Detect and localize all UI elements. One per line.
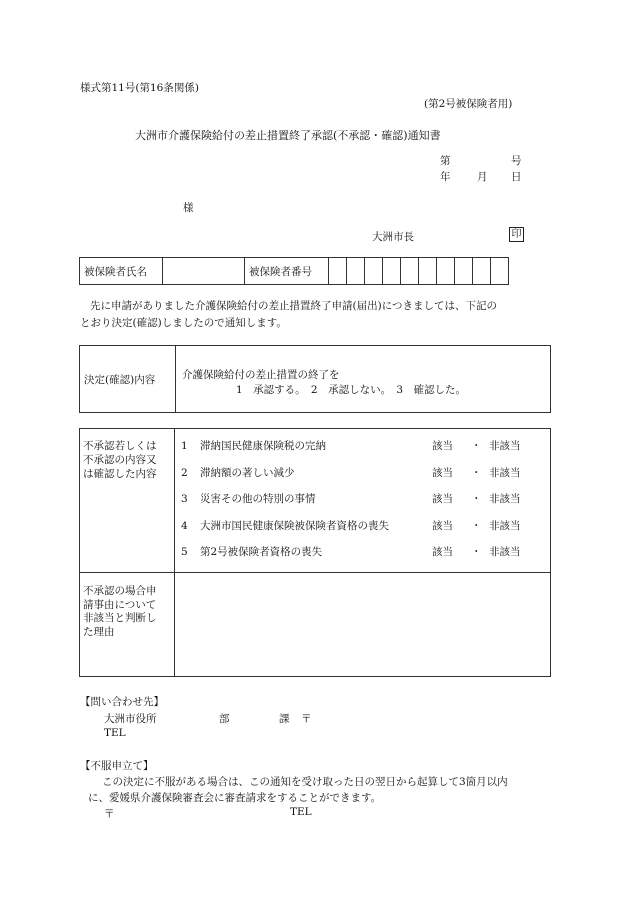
insured-table (79, 257, 509, 285)
reason-item: 5 第2号被保険者資格の喪失 該当 ・ 非該当 (175, 539, 550, 566)
applicable-option[interactable]: 該当 (432, 493, 453, 505)
insured-number-digit[interactable] (383, 258, 401, 285)
reason-item: 1 滞納国民健康保険税の完納 該当 ・ 非該当 (175, 433, 550, 460)
document-title: 大洲市介護保険給付の差止措置終了承認(不承認・確認)通知書 (135, 129, 441, 142)
insured-number-digit[interactable] (365, 258, 383, 285)
insured-number-digit[interactable] (473, 258, 491, 285)
decision-content (176, 346, 551, 413)
contact-department: 部 (219, 713, 230, 725)
reason-item: 2 滞納額の著しい減少 該当 ・ 非該当 (175, 460, 550, 487)
appeal-line-2: に、愛媛県介護保険審査会に審査請求をすることができます。 (88, 792, 382, 804)
not-applicable-option[interactable]: 非該当 (489, 546, 521, 558)
intro-line-1: 先に申請がありました介護保険給付の差止措置終了申請(届出)につきましては、下記の (90, 300, 497, 312)
appeal-tel: TEL (290, 806, 312, 818)
seal-mark: 印 (509, 227, 524, 242)
contact-tel: TEL (104, 727, 126, 739)
date-year: 年 (440, 171, 451, 183)
date-day: 日 (511, 171, 522, 183)
reject-reason-label: 不承認の場合申 請事由について 非該当と判断し た理由 (80, 573, 175, 677)
insured-name-label: 被保険者氏名 (80, 258, 163, 285)
decision-text: 介護保険給付の差止措置の終了を (182, 369, 340, 381)
reason-item: 4 大洲市国民健康保険被保険者資格の喪失 該当 ・ 非該当 (175, 513, 550, 540)
number-dai: 第 (440, 155, 451, 167)
insured-number-digit[interactable] (347, 258, 365, 285)
insured-number-digit[interactable] (419, 258, 437, 285)
reason-item: 3 災害その他の特別の事情 該当 ・ 非該当 (175, 486, 550, 513)
addressee-sama: 様 (183, 202, 194, 214)
for-whom-label: (第2号被保険者用) (424, 98, 513, 110)
insured-number-digit[interactable] (437, 258, 455, 285)
insured-number-digit[interactable] (491, 258, 509, 285)
insured-number-digit[interactable] (455, 258, 473, 285)
not-applicable-option[interactable]: 非該当 (489, 519, 521, 532)
insured-number-digit[interactable] (329, 258, 347, 285)
reasons-label: 不承認若しくは 不承認の内容又 は確認した内容 (80, 429, 175, 573)
insured-number-digit[interactable] (401, 258, 419, 285)
decision-label: 決定(確認)内容 (80, 346, 176, 413)
reject-reason-field[interactable] (175, 573, 551, 677)
form-number: 様式第11号(第16条関係) (80, 82, 199, 94)
not-applicable-option[interactable]: 非該当 (489, 493, 521, 505)
insured-name-field[interactable] (163, 258, 245, 285)
reasons-table (79, 428, 551, 677)
contact-section: 課 (279, 713, 290, 725)
contact-heading: 【問い合わせ先】 (80, 696, 164, 708)
decision-options: 1 承認する。 2 承認しない。 3 確認した。 (236, 384, 467, 396)
contact-office: 大洲市役所 (104, 713, 157, 725)
applicable-option[interactable]: 該当 (432, 519, 453, 532)
contact-postal-mark: 〒 (301, 713, 312, 725)
applicable-option[interactable]: 該当 (432, 440, 453, 452)
reasons-list (175, 429, 551, 573)
number-go: 号 (511, 155, 522, 167)
date-month: 月 (477, 171, 488, 183)
insured-number-label: 被保険者番号 (245, 258, 329, 285)
applicable-option[interactable]: 該当 (432, 546, 453, 558)
appeal-heading: 【不服申立て】 (80, 760, 154, 772)
not-applicable-option[interactable]: 非該当 (489, 440, 521, 452)
not-applicable-option[interactable]: 非該当 (489, 466, 521, 479)
mayor-name: 大洲市長 (372, 231, 414, 243)
intro-line-2: とおり決定(確認)しましたので通知します。 (80, 317, 287, 329)
decision-table (79, 345, 551, 413)
appeal-line-1: この決定に不服がある場合は、この通知を受け取った日の翌日から起算して3箇月以内 (102, 776, 508, 788)
appeal-postal-mark: 〒 (104, 808, 115, 820)
applicable-option[interactable]: 該当 (432, 466, 453, 479)
